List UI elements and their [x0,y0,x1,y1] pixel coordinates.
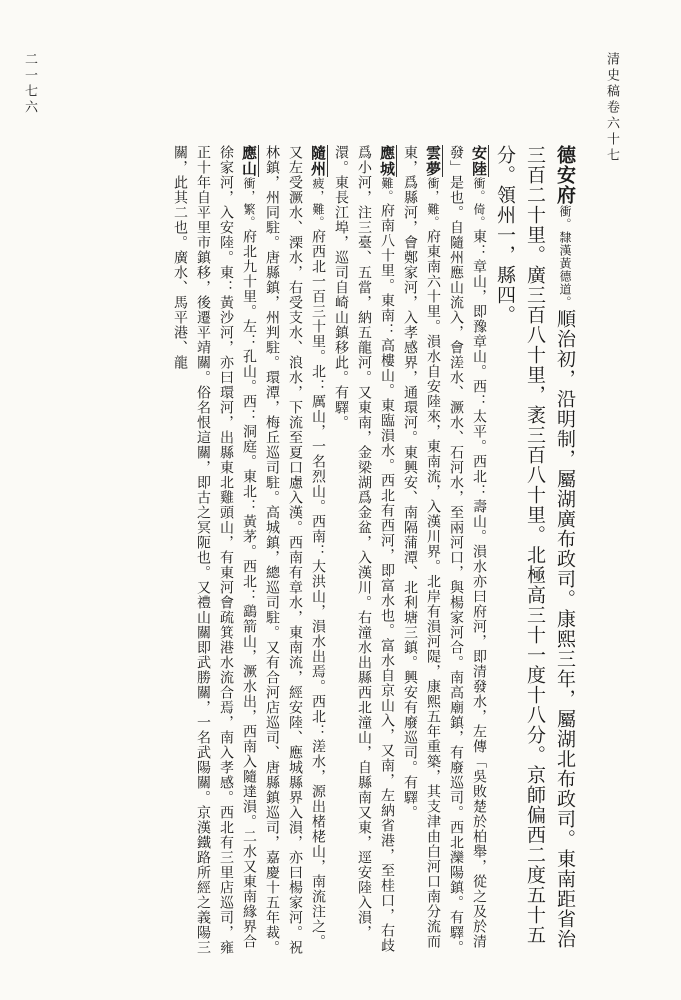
main-text [150,145,580,955]
county-note: 疲，難。 [311,177,325,229]
prefecture-entry [490,145,580,955]
county-entry [329,145,398,955]
county-text: 府北九十里。左：孔山。西：洞庭。東北：黃茅。西北：鷂箭山，㵐水出，西南入隨達溳。二水又東南緣界合徐家河，入安陸。東：黃沙河，亦曰環河，出縣東北雞頭山，有東河會疏箕港水流合焉，南入孝感。西北有三里店巡司，雍正十年自平里市鎮移，後遷平靖關。俗名恨這關，即古之冥阨也。又禮山關即武勝關，一名武陽關。京漢鐵路所經之義陽三關，此其二也。廣水、馬平港、龍 [172,145,257,955]
county-entry [444,145,490,955]
county-text: 府西北一百三十里。北：厲山，一名烈山。西南：大洪山，溳水出焉。西北：溠水，源出楮栳山，南流注之。又左受㵐水、溧水，右受支水、浪水，下流至夏口慮入漢。西南有章水，東南流，經安陸、應城縣界入溳，亦曰楊家河。祝林鎮，州同駐。唐縣鎮，州判駐。環潭，梅丘巡司駐。高城鎮，總巡司駐。又有合河店巡司、唐縣鎮巡司，嘉慶十五年裁。 [264,145,326,955]
prefecture-note: 衝。隸漢黃德道。 [558,205,572,309]
prefecture-name: 德安府 [554,145,576,205]
county-text: 府東南六十里。溳水自安陸來，東南流，入漢川界。北岸有溳河隄，康熙五年重築，其支津由白河口南分流而東，爲縣河，會鄭家河，入孝感界，通環河。東興安、南隔蒲潭、北利塘三鎮。興安有廢巡司。有驛。 [402,145,441,949]
county-note: 衝。倚。 [472,177,486,229]
county-entry [260,145,329,955]
county-note: 難。 [380,177,394,203]
county-name: 隨州 [309,145,327,177]
county-entry [398,145,444,955]
page-number: 二一七六 [22,52,37,116]
county-name: 應山 [240,145,258,177]
county-text: 東：章山，即豫章山。西：太平。西北：壽山。溳水亦曰府河，即清發水，左傳「吳敗楚於柏舉，從之及於清發」是也。自隨州應山流入，會溠水、㵐水、石河水，至兩河口，與楊家河合。南高廟鎮，有廢巡司。西北灤陽鎮。有驛。 [448,145,487,955]
county-name: 應城 [378,145,396,177]
county-note: 衝，繁。 [242,177,256,229]
county-entry [168,145,260,955]
prefecture-text: 順治初，沿明制，屬湖廣布政司。康熙三年，屬湖北布政司。東南距省治三百二十里。廣三百八十里，袤三百八十里。北極高三十一度十八分。京師偏西二度五十五分。領州一，縣四。 [494,145,576,949]
county-text: 府南八十里。東南：高樓山。東臨溳水。西北有西河，即富水也。富水自京山入，又南，左納省港，至桂口，右歧爲小河，注三臺、五當，納五龍河。又東南，金梁湖爲金盆，入漢川。右潼水出縣西北潼山，自縣南又東，逕安陸入溳，澴。東長江埠，巡司自崎山鎮移此。有驛。 [333,145,395,953]
running-header: 清史稿卷六十七 [604,52,619,164]
county-name: 安陸 [470,145,488,177]
county-name: 雲夢 [424,145,442,177]
county-note: 衝，難。 [426,177,440,229]
